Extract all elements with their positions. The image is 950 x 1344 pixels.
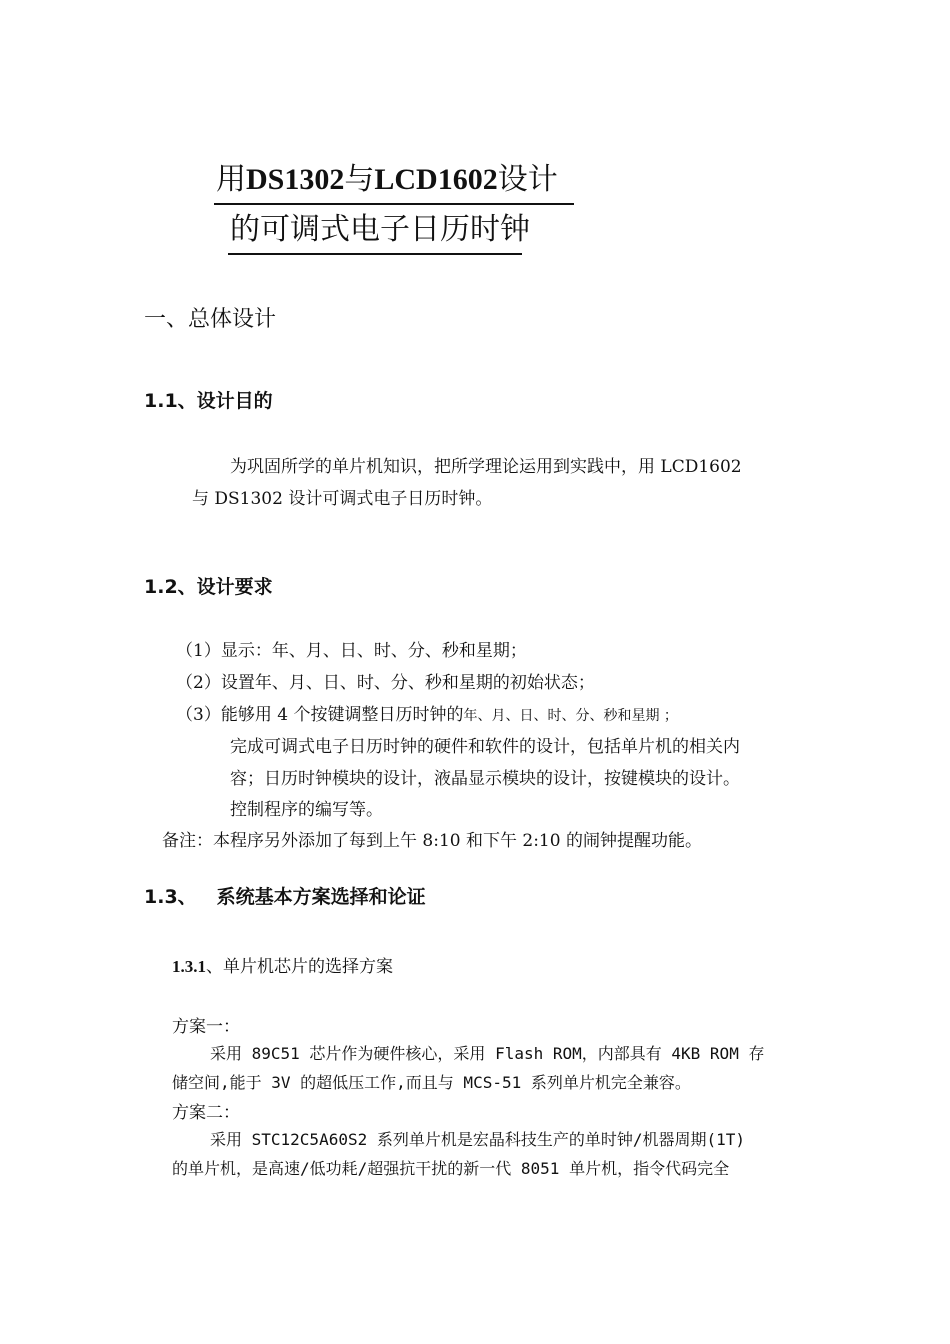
document-title-line2: 的可调式电子日历时钟 xyxy=(230,212,530,247)
section-heading: 一、总体设计 xyxy=(144,307,277,332)
heading-text: 系统基本方案选择和论证 xyxy=(216,886,426,908)
paragraph-line: 控制程序的编写等。 xyxy=(230,800,383,820)
document-title-line1 xyxy=(216,162,558,198)
list-item-text: （3）能够用 4 个按键调整日历时钟的 xyxy=(176,705,464,725)
note-text: 备注：本程序另外添加了每到上午 8:10 和下午 2:10 的闹钟提醒功能。 xyxy=(162,831,702,851)
subsubsection-heading-1-3-1 xyxy=(172,952,393,977)
title-text: 设计 xyxy=(497,162,558,197)
heading-number: 1.3.1 xyxy=(172,957,206,976)
title-text: 与 xyxy=(344,162,375,197)
paragraph-line: 采用 STC12C5A60S2 系列单片机是宏晶科技生产的单时钟/机器周期(1T) xyxy=(210,1130,746,1149)
paragraph-line: 采用 89C51 芯片作为硬件核心，采用 Flash ROM，内部具有 4KB ROM 存 xyxy=(210,1044,765,1063)
plan-label: 方案一： xyxy=(172,1017,240,1037)
heading-number: 1.3、 xyxy=(144,886,197,908)
title-underline-2 xyxy=(228,253,522,255)
title-text: LCD1602 xyxy=(374,163,498,196)
subsection-heading-1-1: 1.1、设计目的 xyxy=(144,390,273,412)
heading-text: 、单片机芯片的选择方案 xyxy=(206,957,393,977)
list-item-text-small: 年、月、日、时、分、秒和星期 ； xyxy=(463,708,678,724)
list-item: （1）显示：年、月、日、时、分、秒和星期； xyxy=(176,641,527,661)
paragraph-line: 储空间,能于 3V 的超低压工作,而且与 MCS-51 系列单片机完全兼容。 xyxy=(172,1073,691,1092)
paragraph-line: 为巩固所学的单片机知识，把所学理论运用到实践中，用 LCD1602 xyxy=(230,457,742,477)
paragraph-line: 与 DS1302 设计可调式电子日历时钟。 xyxy=(192,489,493,509)
plan-label: 方案二： xyxy=(172,1103,240,1123)
title-underline-1 xyxy=(214,203,574,205)
title-text: 用 xyxy=(216,162,246,197)
list-item xyxy=(176,700,678,725)
subsection-heading-1-3 xyxy=(144,882,426,909)
title-text: DS1302 xyxy=(246,163,345,196)
subsection-heading-1-2: 1.2、设计要求 xyxy=(144,576,273,598)
paragraph-line: 完成可调式电子日历时钟的硬件和软件的设计，包括单片机的相关内 xyxy=(230,737,740,757)
list-item: （2）设置年、月、日、时、分、秒和星期的初始状态； xyxy=(176,673,595,693)
paragraph-line: 容；日历时钟模块的设计，液晶显示模块的设计，按键模块的设计。 xyxy=(230,769,740,789)
paragraph-line: 的单片机，是高速/低功耗/超强抗干扰的新一代 8051 单片机，指令代码完全 xyxy=(172,1159,730,1178)
